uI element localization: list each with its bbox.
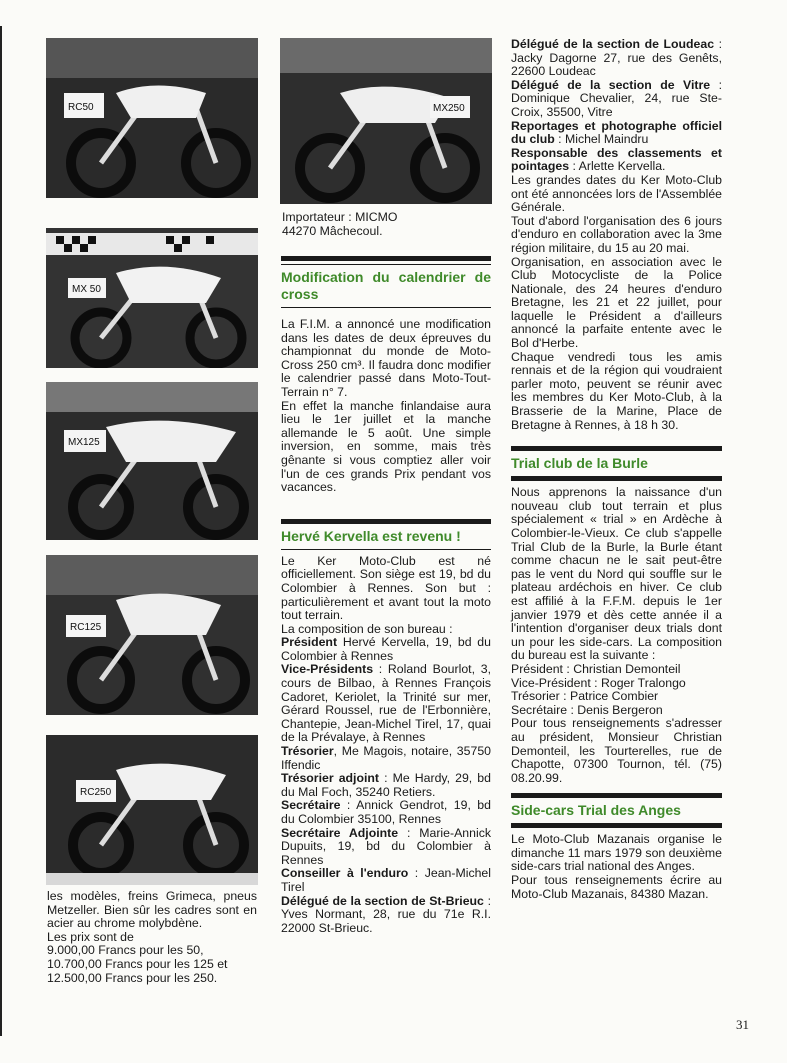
bureau-entry: Délégué de la section de St-Brieuc : Yves Normant, 28, rue du 71e R.I. 22000 St-Brieuc.: [281, 893, 491, 935]
bureau-line: Président : Christian Demonteil: [511, 661, 681, 676]
paragraph: Pour tous renseignements écrire au Moto-Club Mazanais, 84380 Mazan.: [511, 873, 722, 901]
heading-side-cars: Side-cars Trial des Anges: [511, 802, 681, 819]
paragraph: Les grandes dates du Ker Moto-Club ont été annoncées lors de l'Assemblée Générale.: [511, 172, 722, 215]
right-column: [511, 38, 722, 901]
price-line: 10.700,00 Francs pour les 125 et: [47, 956, 228, 971]
photo-mx250: [280, 38, 492, 204]
caption-line: 44270 Mâchecoul.: [282, 223, 383, 238]
heading-kervella: Hervé Kervella est revenu !: [281, 527, 461, 544]
bureau-entry: Délégué de la section de Vitre : Dominique Chevalier, 24, rue Ste-Croix, 35500, Vitre: [511, 77, 722, 119]
paragraph: les modèles, freins Grimeca, pneus Metzeller. Bien sûr les cadres sont en acier au chrome molybdène.: [47, 889, 257, 931]
photo-rc125: [46, 555, 258, 715]
section-rule: [511, 476, 722, 481]
photo-rc50: [46, 38, 258, 198]
section-rule: [511, 793, 722, 798]
bureau-line: Trésorier : Patrice Combier: [511, 689, 659, 704]
motorcycle-illustration: [46, 555, 258, 715]
photo-rc250: [46, 735, 258, 885]
section-rule: [281, 519, 491, 524]
bureau-entry: Président Hervé Kervella, 19, bd du Colombier à Rennes: [281, 635, 491, 663]
motorcycle-illustration: [46, 735, 258, 885]
motorcycle-illustration: [46, 228, 258, 368]
paragraph: Le Moto-Club Mazanais organise le dimanche 11 mars 1979 son deuxième side-cars trial national des Anges.: [511, 832, 722, 874]
bureau-entry: Reportages et photographe officiel du club : Michel Maindru: [511, 118, 722, 147]
bureau-entry: Secrétaire : Annick Gendrot, 19, bd du Colombier 35100, Rennes: [281, 798, 491, 826]
heading-trial-club: Trial club de la Burle: [511, 455, 648, 472]
page-edge-line: [0, 26, 2, 1036]
motorcycle-illustration: [280, 38, 492, 204]
photo-mx125: [46, 382, 258, 540]
section-rule: [511, 446, 722, 451]
caption-line: Importateur : MICMO: [282, 210, 398, 224]
left-column-text: [47, 890, 257, 985]
svg-text:MX250: MX250: [433, 103, 465, 114]
bureau-entry: Délégué de la section de Loudeac : Jacky Dagorne 27, rue des Genêts, 22600 Loudeac: [511, 37, 722, 79]
photo-mx50: [46, 228, 258, 368]
svg-text:MX125: MX125: [68, 437, 100, 448]
svg-text:RC125: RC125: [70, 622, 102, 633]
paragraph: Pour tous renseignements s'adresser au président, Monsieur Christian Demonteil, les Tourterelles, rue de Chapotte, 07300 Tournon, tél. (75) 08.20.99.: [511, 716, 722, 785]
paragraph: Organisation, en association avec le Club Motocycliste de la Police Nationale, des 24 heures d'enduro Bretagne, les 21 et 22 juillet, pour laquelle le Président a d'ailleurs annoncé la parfaite entente avec le Bol d'Herbe.: [511, 254, 722, 351]
bureau-entry: Trésorier adjoint : Me Hardy, 29, bd du Mal Foch, 35240 Retiers.: [281, 771, 491, 799]
bureau-entry: Trésorier, Me Magois, notaire, 35750 Iffendic: [281, 744, 491, 772]
price-line: 9.000,00 Francs pour les 50,: [47, 943, 204, 958]
section-rule: [511, 823, 722, 828]
motorcycle-illustration: [46, 382, 258, 540]
paragraph: Tout d'abord l'organisation des 6 jours d'enduro en collaboration avec la 3me région militaire, du 15 au 20 mai.: [511, 213, 722, 255]
motorcycle-illustration: [46, 38, 258, 198]
page-number: 31: [736, 1017, 749, 1032]
bureau-entry: Conseiller à l'enduro : Jean-Michel Tirel: [281, 866, 491, 894]
paragraph: La composition de son bureau :: [281, 621, 453, 636]
svg-text:MX 50: MX 50: [72, 284, 101, 295]
middle-column: [281, 256, 491, 935]
bureau-entry: Responsable des classements et pointages : Arlette Kervella.: [511, 145, 722, 174]
paragraph: Le Ker Moto-Club est né officiellement. Son siège est 19, bd du Colombier à Rennes. Son but : particulièrement et avant tout la moto tout terrain.: [281, 553, 491, 623]
paragraph: Nous apprenons la naissance d'un nouveau club tout terrain et plus spécialement « trial » en Ardèche à Colombier-le-Vieux. Ce club s'appelle Trial Club de la Burle, la Burle étant comme chacun ne le sait peut-être pas le vent du Nord qui souffle sur le plateau ardéchois en hiver. Ce club est affilié à la F.F.M. depuis le 1er janvier 1979 et dès cette année il a l'intention d'organiser deux trials dont un pour les side-cars. La composition du bureau est la suivante :: [511, 485, 722, 663]
bureau-entry: Vice-Présidents : Roland Bourlot, 3, cours de Bilbao, à Rennes François Cadoret, Keriolet, la Trinité sur mer, Gérard Roussel, rue de l'Erbonnière, Chantepie, Jean-Michel Tirel, 17, quai de la Prévalaye, à Rennes: [281, 662, 491, 745]
paragraph: Chaque vendredi tous les amis rennais et de la région qui voudraient parler moto, peuvent se réunir avec les membres du Ker Moto-Club, à la Brasserie de la Marine, Place de Bretagne à Rennes, à 18 h 30.: [511, 349, 722, 432]
svg-text:RC250: RC250: [80, 787, 112, 798]
section-rule: [281, 256, 491, 261]
photo-credit: [282, 211, 397, 238]
svg-text:RC50: RC50: [68, 102, 94, 113]
heading-calendar: Modification du calendrier de cross: [281, 269, 491, 302]
section-rule-thin: [281, 264, 491, 265]
paragraph: En effet la manche finlandaise aura lieu le 1er juillet et la manche allemande le 5 août. Une simple inversion, en somme, mais très gênante si vous comptiez aller voir l'un de ces grands Prix pendant vos vacances.: [281, 398, 491, 495]
paragraph: La F.I.M. a annoncé une modification dans les dates de deux épreuves du championnat du monde de Moto-Cross 250 cm³. Il faudra donc modifier le calendrier passé dans Moto-Tout-Terrain n° 7.: [281, 317, 491, 399]
section-rule-thin: [281, 549, 491, 550]
section-rule-thin: [281, 307, 491, 308]
paragraph: Les prix sont de: [47, 929, 134, 944]
bureau-line: Secrétaire : Denis Bergeron: [511, 702, 663, 717]
bureau-entry: Secrétaire Adjointe : Marie-Annick Dupuits, 19, bd du Colombier à Rennes: [281, 825, 491, 867]
bureau-line: Vice-Président : Roger Tralongo: [511, 675, 686, 690]
price-line: 12.500,00 Francs pour les 250.: [47, 970, 218, 985]
